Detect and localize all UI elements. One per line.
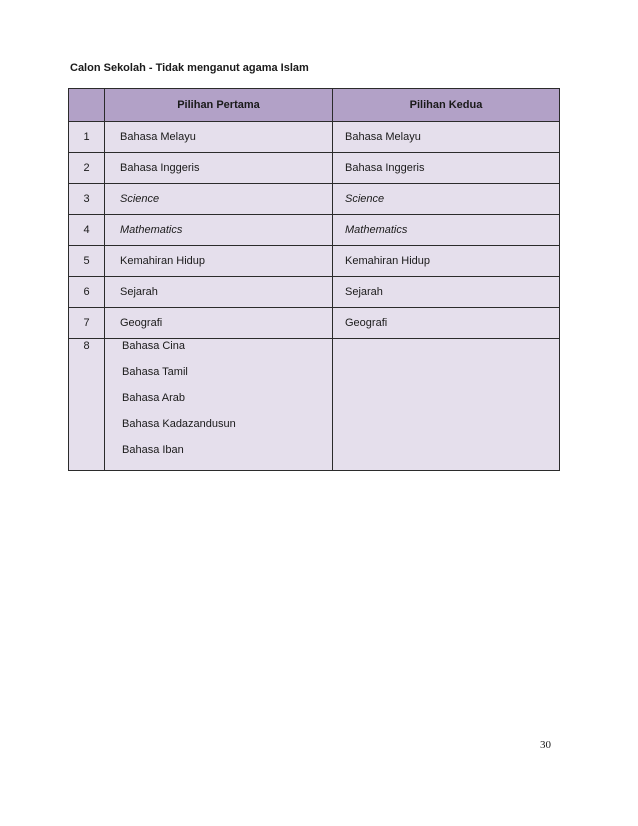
second-choice-cell: Sejarah bbox=[333, 277, 560, 308]
first-choice-options-cell bbox=[105, 339, 333, 471]
row-number: 3 bbox=[69, 184, 105, 215]
header-second-choice: Pilihan Kedua bbox=[333, 89, 560, 122]
list-item: Bahasa Arab bbox=[122, 392, 185, 404]
subject-choice-table bbox=[68, 88, 560, 471]
table-row bbox=[69, 246, 560, 277]
row-number: 4 bbox=[69, 215, 105, 246]
second-choice-cell: Mathematics bbox=[333, 215, 560, 246]
row-number: 7 bbox=[69, 308, 105, 339]
row-number: 2 bbox=[69, 153, 105, 184]
table-row bbox=[69, 308, 560, 339]
row-number: 5 bbox=[69, 246, 105, 277]
second-choice-cell: Kemahiran Hidup bbox=[333, 246, 560, 277]
list-item: Bahasa Iban bbox=[122, 444, 184, 456]
table-row bbox=[69, 184, 560, 215]
table-row bbox=[69, 215, 560, 246]
table-row-language-options bbox=[69, 339, 560, 471]
table-row bbox=[69, 122, 560, 153]
first-choice-cell: Geografi bbox=[105, 308, 333, 339]
second-choice-cell: Science bbox=[333, 184, 560, 215]
first-choice-cell: Science bbox=[105, 184, 333, 215]
table-row bbox=[69, 277, 560, 308]
row-number: 8 bbox=[69, 339, 105, 471]
first-choice-cell: Mathematics bbox=[105, 215, 333, 246]
table-header-row bbox=[69, 89, 560, 122]
table-row bbox=[69, 153, 560, 184]
list-item: Bahasa Kadazandusun bbox=[122, 418, 236, 430]
row-number: 6 bbox=[69, 277, 105, 308]
second-choice-empty-cell bbox=[333, 339, 560, 471]
second-choice-cell: Bahasa Inggeris bbox=[333, 153, 560, 184]
first-choice-cell: Bahasa Melayu bbox=[105, 122, 333, 153]
header-number bbox=[69, 89, 105, 122]
list-item: Bahasa Tamil bbox=[122, 366, 188, 378]
page-number: 30 bbox=[540, 739, 551, 751]
first-choice-cell: Sejarah bbox=[105, 277, 333, 308]
first-choice-cell: Bahasa Inggeris bbox=[105, 153, 333, 184]
list-item: Bahasa Cina bbox=[122, 340, 185, 352]
first-choice-cell: Kemahiran Hidup bbox=[105, 246, 333, 277]
second-choice-cell: Bahasa Melayu bbox=[333, 122, 560, 153]
language-options-list bbox=[105, 339, 332, 470]
document-title: Calon Sekolah - Tidak menganut agama Islam bbox=[70, 62, 309, 74]
row-number: 1 bbox=[69, 122, 105, 153]
header-first-choice: Pilihan Pertama bbox=[105, 89, 333, 122]
second-choice-cell: Geografi bbox=[333, 308, 560, 339]
